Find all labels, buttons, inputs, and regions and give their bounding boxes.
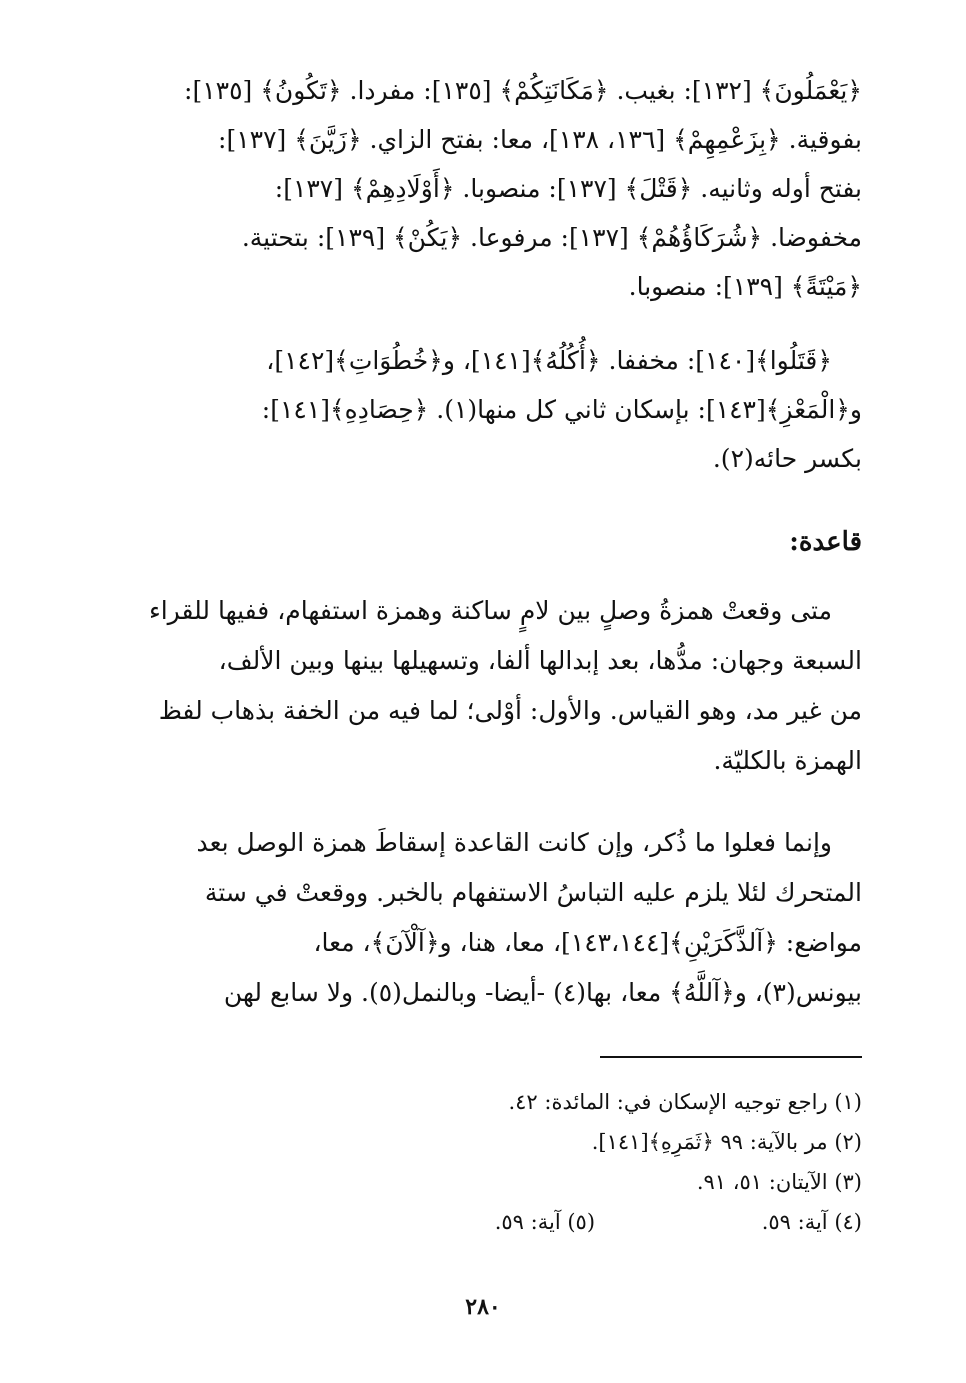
verse-readings-block: [140, 66, 862, 311]
footnote-1: (١) راجع توجيه الإسكان في: المائدة: ٤٢.: [508, 1090, 862, 1114]
verse2-line-1: ﴿قَتَلُوا﴾[١٤٠]: مخففا. ﴿أُكُلُهُ﴾[١٤١]، و﴿خُطُوَاتِ﴾[١٤٢]،: [266, 346, 832, 375]
verse-line-1: ﴿يَعْمَلُونَ﴾ [١٣٢]: بغيب. ﴿مَكَانَتِكُمْ﴾ [١٣٥]: مفردا. ﴿تَكُونُ﴾ [١٣٥]:: [184, 76, 862, 105]
verse-readings-block-2: [140, 336, 862, 483]
footnote-5: (٥) آية: ٥٩.: [494, 1210, 596, 1234]
rule2-line-2: المتحرك لئلا يلزم عليه التباسُ الاستفهام بالخبر. ووقعتْ في ستة: [204, 878, 862, 907]
rule1-line-3: من غير مد، وهو القياس. والأول: أوْلى؛ لما فيه من الخفة بذهاب لفظ: [158, 696, 862, 725]
rule1-line-1: متى وقعتْ همزةُ وصلٍ بين لامٍ ساكنة وهمزة استفهام، ففيها للقراء: [148, 596, 832, 625]
footnote-4: (٤) آية: ٥٩.: [761, 1210, 862, 1234]
page-number: ٢٨٠: [465, 1294, 501, 1320]
verse-line-2: بفوقية. ﴿بِزَعْمِهِمْ﴾ [١٣٦، ١٣٨]، معا: بفتح الزاي. ﴿زَيَّنَ﴾ [١٣٧]:: [218, 125, 862, 154]
footnote-3: (٣) الآيتان: ٥١، ٩١.: [696, 1170, 862, 1194]
rule1-line-4: الهمزة بالكليّة.: [713, 746, 862, 775]
verse2-line-3: بكسر حائه(٢).: [712, 444, 862, 473]
rule-paragraph-1: [140, 586, 862, 786]
rule2-line-4: بيونس(٣)، و﴿آللَّهُ﴾ معا، بها(٤) -أيضا- وبالنمل(٥). ولا سابع لهن: [223, 978, 862, 1007]
verse-line-4: مخفوضا. ﴿شُرَكَاؤُهُمْ﴾ [١٣٧]: مرفوعا. ﴿يَكُنْ﴾ [١٣٩]: بتحتية.: [241, 223, 862, 252]
footnotes: [140, 1082, 862, 1242]
footnote-2: (٢) مر بالآية: ٩٩ ﴿ثَمَرِهِ﴾[١٤١].: [591, 1130, 862, 1154]
rule1-line-2: السبعة وجهان: مدُّها، بعد إبدالها ألفا، وتسهيلها بينها وبين الألف،: [218, 646, 862, 675]
footnote-row-4-5: [140, 1202, 862, 1242]
rule-heading: قاعدة:: [789, 527, 862, 557]
verse2-line-2: و﴿الْمَعْزِ﴾[١٤٣]: بإسكان ثاني كل منها(١). ﴿حِصَادِهِ﴾[١٤١]:: [261, 395, 862, 424]
verse-line-3: بفتح أوله وثانيه. ﴿قَتْلَ﴾ [١٣٧]: منصوبا. ﴿أَوْلَادِهِمْ﴾ [١٣٧]:: [274, 174, 862, 203]
rule2-line-1: وإنما فعلوا ما ذُكر، وإن كانت القاعدة إسقاطَ همزة الوصل بعد: [196, 828, 832, 857]
verse-line-5: ﴿مَيْتَةً﴾ [١٣٩]: منصوبا.: [628, 272, 862, 301]
rule2-line-3: مواضع: ﴿آلذَّكَرَيْنِ﴾[١٤٣،١٤٤]، معا، هنا، و﴿آلْآنَ﴾، معا،: [313, 928, 862, 957]
rule-paragraph-2: [140, 818, 862, 1018]
footnote-separator: [600, 1056, 862, 1058]
